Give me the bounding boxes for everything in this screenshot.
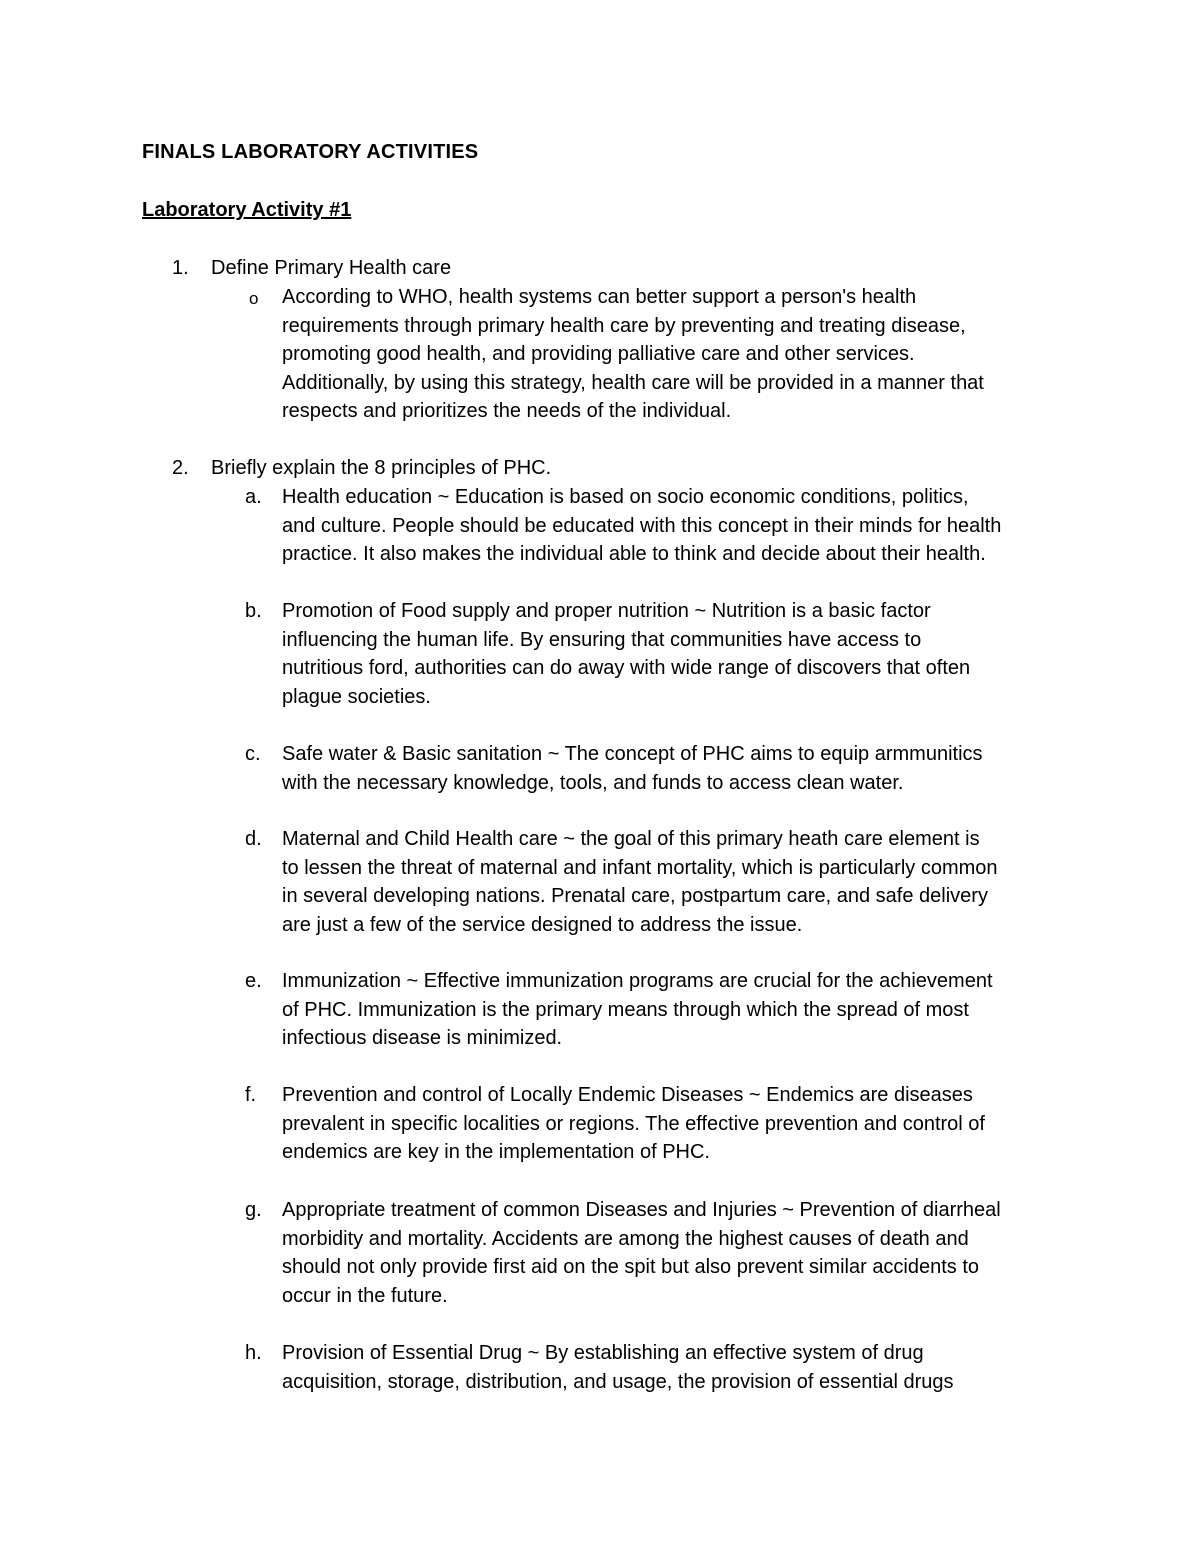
principle-line: endemics are key in the implementation of PHC. [282,1141,710,1163]
principle-text [282,1196,1072,1310]
principle-text [282,597,1072,711]
principle-line: Provision of Essential Drug ~ By establishing an effective system of drug [282,1342,924,1364]
principle-line: occur in the future. [282,1284,448,1307]
principle-line: Health education ~ Education is based on socio economic conditions, politics, [282,486,969,508]
principle-line: plague societies. [282,685,431,708]
activity-heading: Laboratory Activity #1 [142,199,352,221]
principle-text [282,740,1072,797]
principle-letter: h. [245,1342,262,1364]
answer-line: According to WHO, health systems can better support a person's health [282,286,917,308]
question-1-text: Define Primary Health care [211,257,452,279]
principle-line: infectious disease is minimized. [282,1027,563,1049]
question-2-number: 2. [172,457,189,479]
principle-text [282,1339,1072,1396]
principle-line: Prevention and control of Locally Endemic Diseases ~ Endemics are diseases [282,1084,973,1106]
principle-letter: c. [245,743,261,765]
answer-line: Additionally, by using this strategy, health care will be provided in a manner that [282,371,984,394]
principle-line: should not only provide first aid on the spit but also prevent similar accidents to [282,1256,980,1278]
principle-letter: b. [245,600,262,622]
question-1-answer-text [282,283,1072,426]
principle-line: with the necessary knowledge, tools, and funds to access clean water. [282,771,904,794]
principle-letter: g. [245,1199,262,1221]
principle-text [282,825,1072,939]
principle-line: are just a few of the service designed to address the issue. [282,913,803,936]
principle-line: Appropriate treatment of common Diseases and Injuries ~ Prevention of diarrheal [282,1199,1001,1221]
principle-line: nutritious ford, authorities can do away with wide range of discovers that often [282,657,971,679]
principle-line: Immunization ~ Effective immunization programs are crucial for the achievement [282,970,993,992]
principle-line: influencing the human life. By ensuring that communities have access to [282,628,922,651]
principle-text [282,1081,1072,1167]
question-2-text: Briefly explain the 8 principles of PHC. [211,457,552,479]
answer-line: requirements through primary health care by preventing and treating disease, [282,314,966,337]
principle-letter: f. [245,1084,257,1106]
principle-line: in several developing nations. Prenatal care, postpartum care, and safe delivery [282,885,988,907]
principle-line: and culture. People should be educated with this concept in their minds for health [282,514,1002,537]
principle-line: practice. It also makes the individual able to think and decide about their health. [282,543,986,565]
question-1-number: 1. [172,257,189,279]
principle-line: Promotion of Food supply and proper nutrition ~ Nutrition is a basic factor [282,600,931,622]
principle-line: Maternal and Child Health care ~ the goal of this primary heath care element is [282,828,980,850]
principle-line: Safe water & Basic sanitation ~ The concept of PHC aims to equip armmunitics [282,743,983,765]
principle-line: morbidity and mortality. Accidents are among the highest causes of death and [282,1227,969,1250]
principle-letter: d. [245,828,262,850]
principle-text [282,483,1072,569]
principle-line: acquisition, storage, distribution, and usage, the provision of essential drugs [282,1370,954,1393]
principle-line: to lessen the threat of maternal and infant mortality, which is particularly common [282,856,998,879]
document-title: FINALS LABORATORY ACTIVITIES [142,141,479,163]
answer-line: promoting good health, and providing palliative care and other services. [282,343,915,365]
hollow-bullet-icon: o [249,289,259,308]
principle-line: of PHC. Immunization is the primary means through which the spread of most [282,998,969,1021]
principle-line: prevalent in specific localities or regions. The effective prevention and control of [282,1112,985,1135]
principle-letter: a. [245,486,262,508]
principle-letter: e. [245,970,262,992]
answer-line: respects and prioritizes the needs of the individual. [282,400,732,422]
principle-text [282,967,1072,1053]
